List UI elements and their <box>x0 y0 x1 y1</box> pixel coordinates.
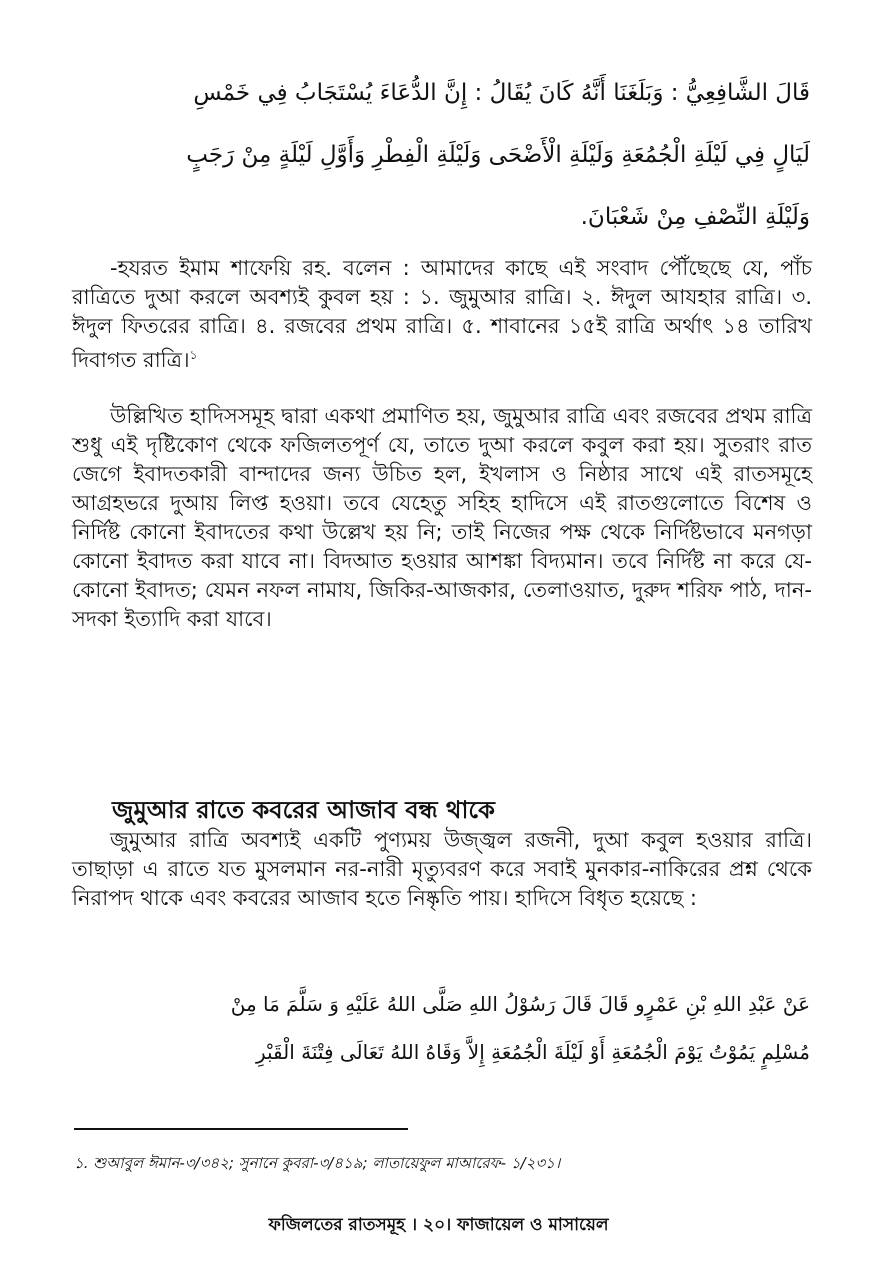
arabic-hadith-line: مُسْلِمٍ يَمُوْتُ يَوْمَ الْجُمُعَةِ أَوْ لَيْلَةَ الْجُمُعَةِ إِلاَّ وَقَاهُ اللهُ تَعَالَى فِتْنَةَ الْقَبْرِ <box>255 1040 810 1064</box>
footnote-marker: ১ <box>189 348 198 362</box>
paragraph-jumuah-night: জুমুআর রাত্রি অবশ্যই একটি পুণ্যময় উজ্জ্বল রজনী, দুআ কবুল হওয়ার রাত্রি। তাছাড়া এ রাতে যত মুসলমান নর-নারী মৃত্যুবরণ করে সবাই মুনকার-নাকিরের প্রশ্ন থেকে নিরাপদ থাকে এবং কবরের আজাব হতে নিষ্কৃতি পায়। হাদিসে বিধৃত হয়েছে : <box>72 828 812 910</box>
arabic-quote <box>78 62 810 248</box>
footnote-divider <box>74 1128 408 1130</box>
arabic-hadith-line: عَنْ عَبْدِ اللهِ بْنِ عَمْرٍو قَالَ قَالَ رَسُوْلُ اللهِ صَلَّى اللهُ عَلَيْهِ وَ سَلَّمَ مَا مِنْ <box>230 992 810 1016</box>
page-footer: ফজিলতের রাতসমূহ । ২০। ফাজায়েল ও মাসায়েল <box>268 1215 609 1235</box>
footnote: ১. শুআবুল ঈমান-৩/৩৪২; সুনানে কুবরা-৩/৪১৯; লাতায়েফুল মাআরেফ- ১/২৩১। <box>74 1154 561 1172</box>
paragraph-text: -হযরত ইমাম শাফেয়ি রহ. বলেন : আমাদের কাছে এই সংবাদ পৌঁছেছে যে, পাঁচ রাত্রিতে দুআ করলে অবশ্যই কুবল হয় : ১. জুমুআর রাত্রি। ২. ঈদুল আযহার রাত্রি। ৩. ঈদুল ফিতরের রাত্রি। ৪. রজবের প্রথম রাত্রি। ৫. শাবানের ১৫ই রাত্রি অর্থাৎ ১৪ তারিখ দিবাগত রাত্রি। <box>72 256 812 372</box>
section-heading: জুমুআর রাতে কবরের আজাব বন্ধ থাকে <box>112 796 495 824</box>
arabic-quote-line: قَالَ الشَّافِعِيُّ : وَبَلَغَنَا أَنَّهُ كَانَ يُقَالُ : إِنَّ الدُّعَاءَ يُسْتَجَابُ فِي خَمْسِ <box>193 80 810 106</box>
arabic-quote-line: لَيَالٍ فِي لَيْلَةِ الْجُمُعَةِ وَلَيْلَةِ الْأَضْحَى وَلَيْلَةِ الْفِطْرِ وَأَوَّلِ لَيْلَةٍ مِنْ رَجَبٍ <box>186 142 810 168</box>
paragraph-explanation: উল্লিখিত হাদিসসমূহ দ্বারা একথা প্রমাণিত হয়, জুমুআর রাত্রি এবং রজবের প্রথম রাত্রি শুধু এই দৃষ্টিকোণ থেকে ফজিলতপূর্ণ যে, তাতে দুআ করলে কবুল করা হয়। সুতরাং রাত জেগে ইবাদতকারী বান্দাদের জন্য উচিত হল, ইখলাস ও নিষ্ঠার সাথে এই রাতসমূহে আগ্রহভরে দুআয় লিপ্ত হওয়া। তবে যেহেতু সহিহ হাদিসে এই রাতগুলোতে বিশেষ ও নির্দিষ্ট কোনো ইবাদতের কথা উল্লেখ হয় নি; তাই নিজের পক্ষ থেকে নির্দিষ্টভাবে মনগড়া কোনো ইবাদত করা যাবে না। বিদআত হওয়ার আশঙ্কা বিদ্যমান। তবে নির্দিষ্ট না করে যে-কোনো ইবাদত; যেমন নফল নামায, জিকির-আজকার, তেলাওয়াত, দুরুদ শরিফ পাঠ, দান-সদকা ইত্যাদি করা যাবে। <box>72 404 812 631</box>
arabic-quote-line: وَلَيْلَةِ النِّصْفِ مِنْ شَعْبَانَ. <box>580 204 810 230</box>
paragraph-imam-shafei <box>72 254 812 375</box>
arabic-hadith <box>70 980 810 1076</box>
